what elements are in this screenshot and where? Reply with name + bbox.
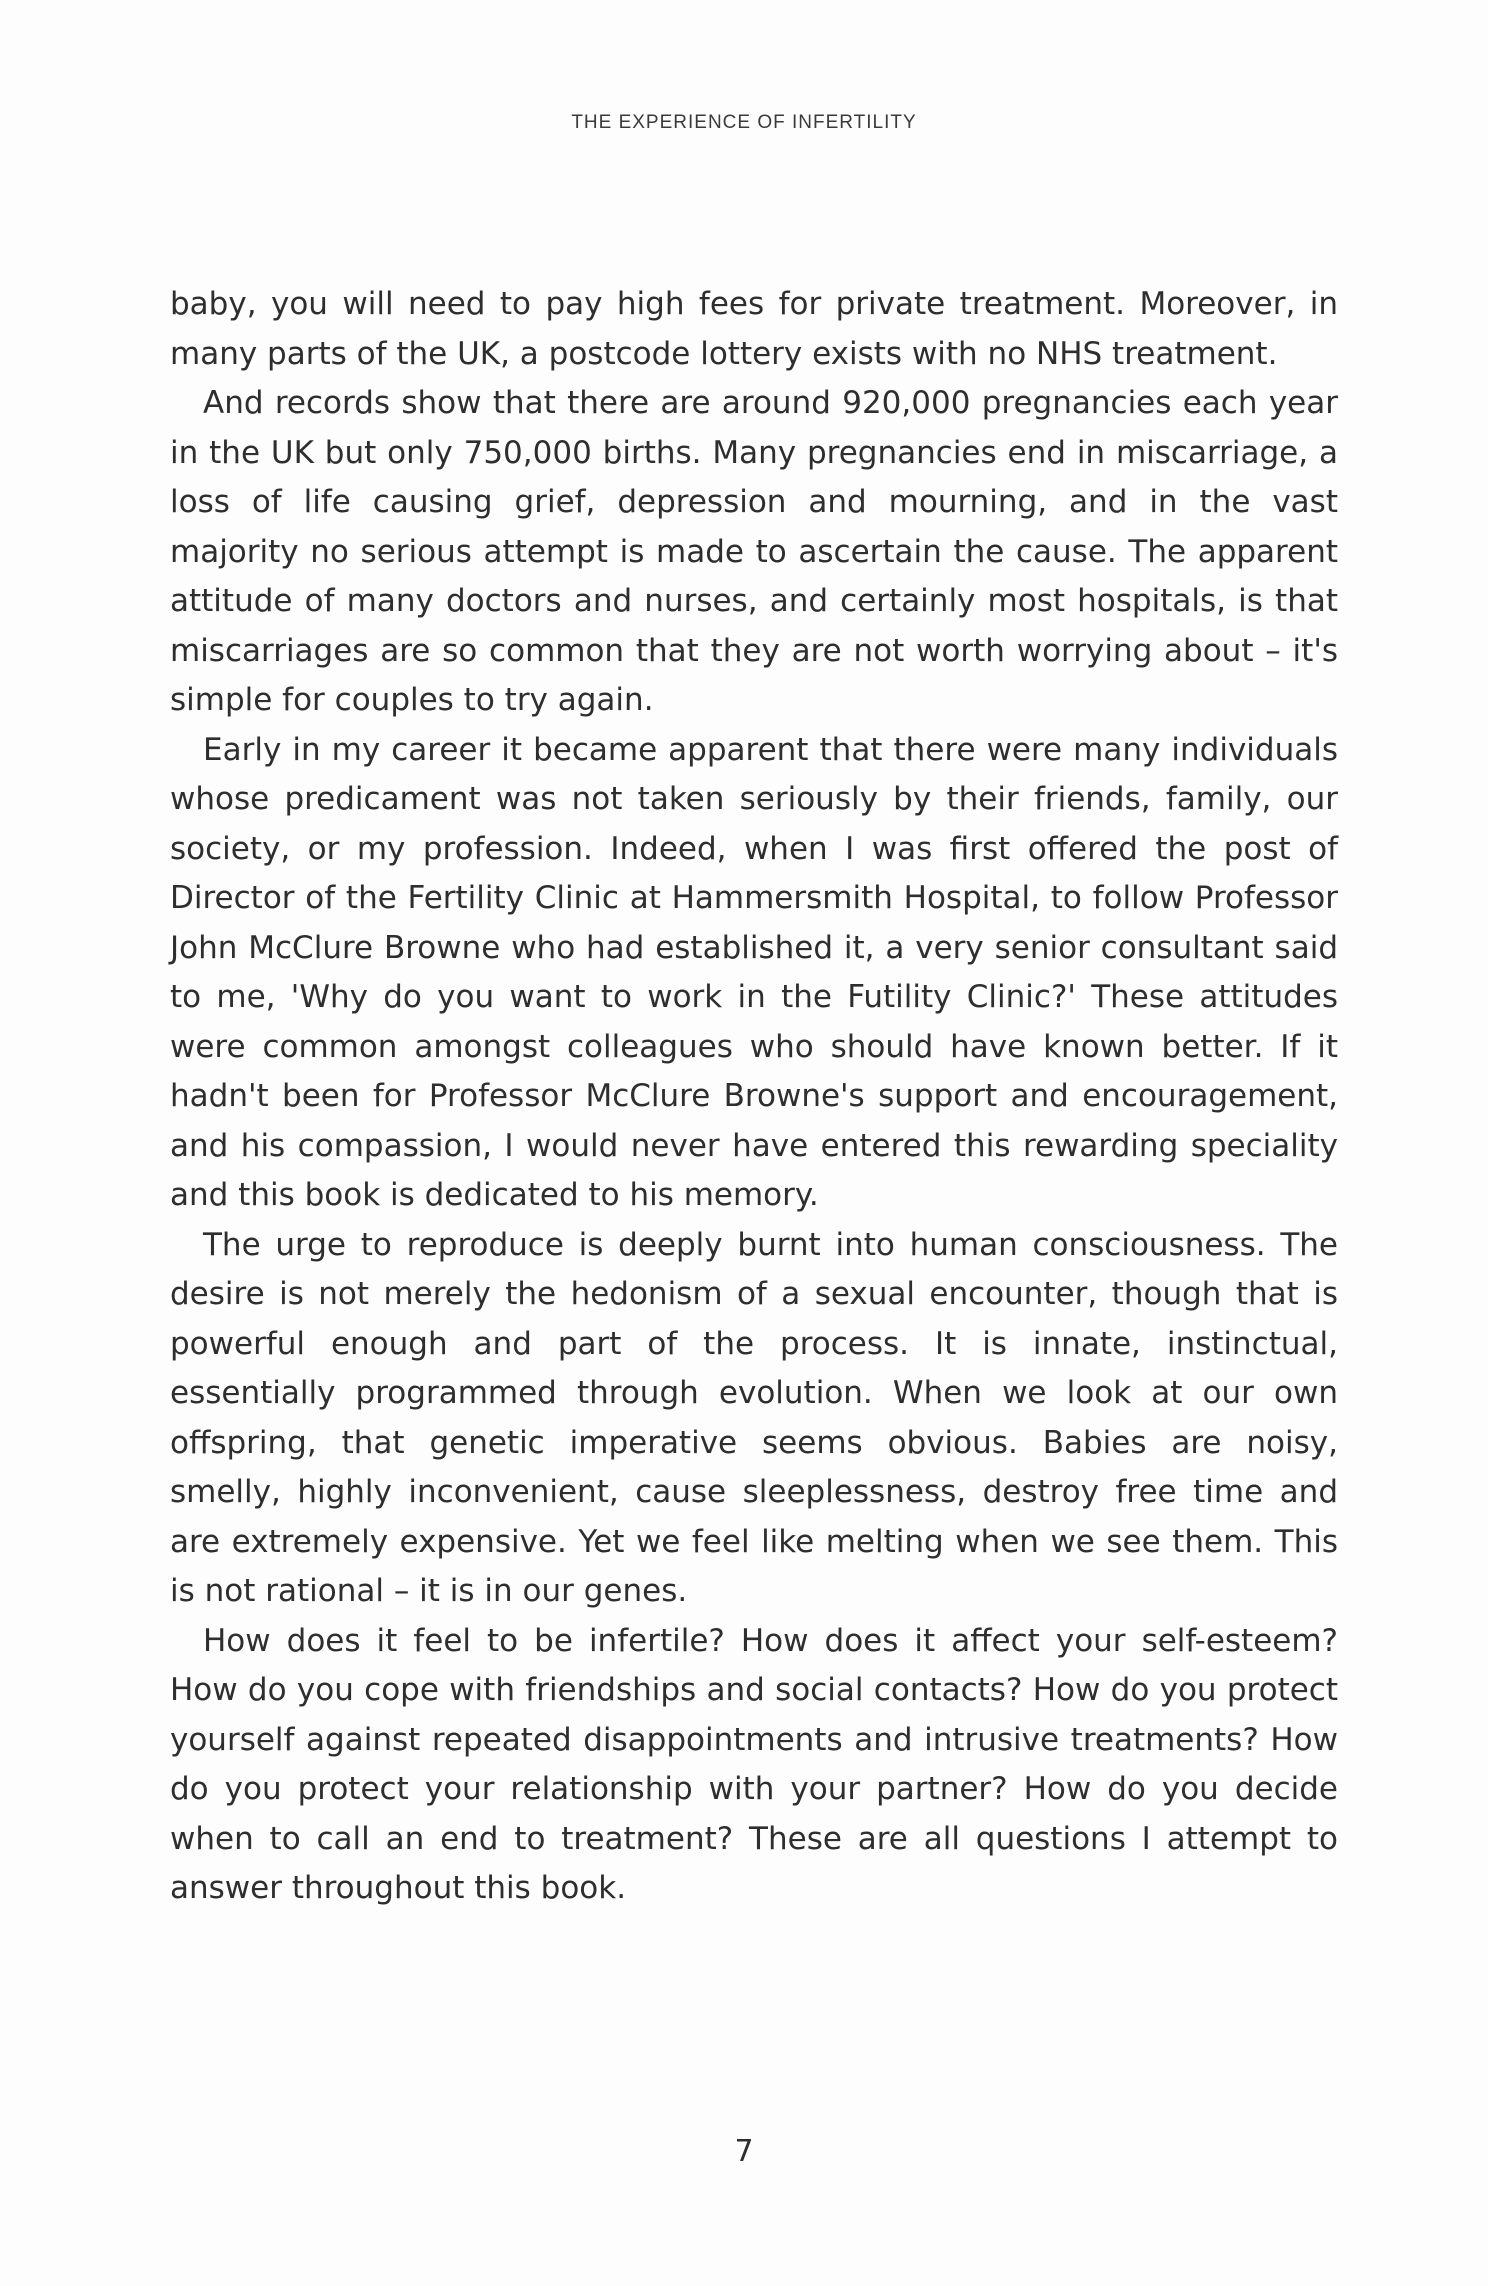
paragraph-4: The urge to reproduce is deeply burnt into human consciousness. The desire is not merely the hedonism of a sexual encounter, though that is powerful enough and part of the process. It is innate, instinctual, essentially programmed through evolution. When we look at our own offspring, that genetic imperative seems obvious. Babies are noisy, smelly, highly inconvenient, cause sleeplessness, destroy free time and are extremely expensive. Yet we feel like melting when we see them. This is not rational – it is in our genes. xyxy=(170,1226,1338,1609)
paragraph-3: Early in my career it became apparent that there were many individuals whose predicament was not taken seriously by their friends, family, our society, or my profession. Indeed, when I was first offered the post of Director of the Fertility Clinic at Hammersmith Hospital, to follow Professor John McClure Browne who had established it, a very senior consultant said to me, 'Why do you want to work in the Futility Clinic?' These attitudes were common amongst colleagues who should have known better. If it hadn't been for Professor McClure Browne's support and encouragement, and his compassion, I would never have entered this rewarding speciality and this book is dedicated to his memory. xyxy=(170,731,1338,1213)
paragraph-2: And records show that there are around 920,000 pregnancies each year in the UK but only 750,000 births. Many pregnancies end in miscarriage, a loss of life causing grief, depression and mourning, and in the vast majority no serious attempt is made to ascertain the cause. The apparent attitude of many doctors and nurses, and certainly most hospitals, is that miscarriages are so common that they are not worth worrying about – it's simple for couples to try again. xyxy=(170,385,1338,718)
page-number: 7 xyxy=(734,2134,754,2169)
paragraph-1: baby, you will need to pay high fees for private treatment. Moreover, in many parts of the UK, a postcode lottery exists with no NHS treatment. xyxy=(170,286,1338,372)
paragraph-5: How does it feel to be infertile? How does it affect your self-esteem? How do you cope with friendships and social contacts? How do you protect yourself against repeated disappointments and intrusive treatments? How do you protect your relationship with your partner? How do you decide when to call an end to treatment? These are all questions I attempt to answer throughout this book. xyxy=(170,1622,1338,1906)
running-head: THE EXPERIENCE OF INFERTILITY xyxy=(571,112,917,133)
body-text xyxy=(170,280,1338,1914)
